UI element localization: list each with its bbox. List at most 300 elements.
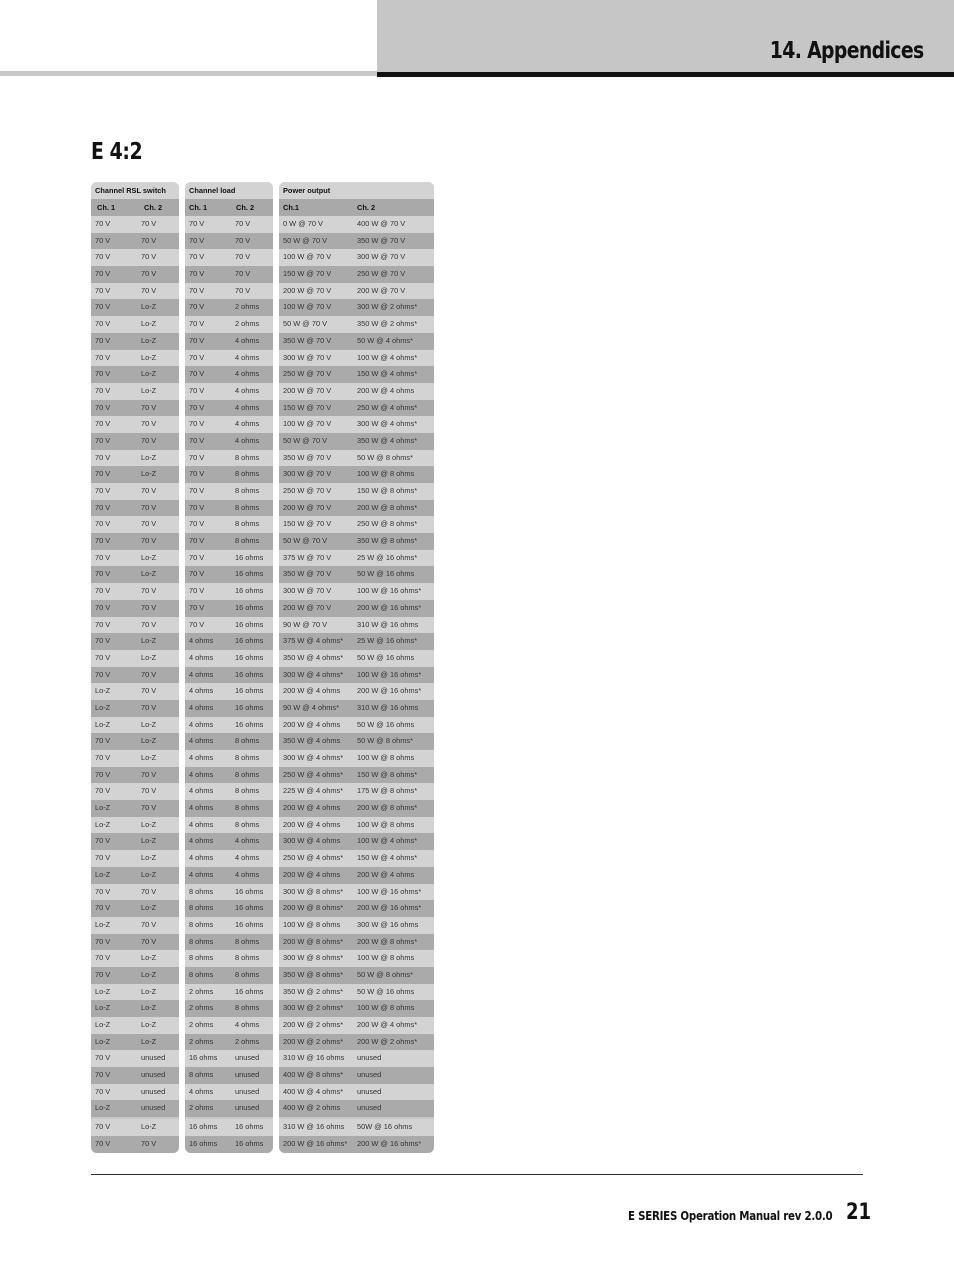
power-ch1-cell: 350 W @ 70 V — [283, 452, 332, 462]
rsl-ch2-cell: 70 V — [141, 252, 157, 262]
rsl-ch2-cell: 70 V — [141, 686, 157, 696]
load-ch1-cell: 2 ohms — [189, 1103, 214, 1113]
table-row — [279, 333, 434, 350]
power-ch1-cell: 200 W @ 70 V — [283, 502, 332, 512]
load-ch2-cell: 8 ohms — [235, 519, 260, 529]
rsl-ch1-cell: Lo-Z — [95, 819, 111, 829]
rsl-ch1-cell: Lo-Z — [95, 1103, 111, 1113]
table-row — [91, 350, 179, 367]
table-row — [279, 500, 434, 517]
load-ch1-cell: 70 V — [189, 536, 205, 546]
rsl-ch1-cell: 70 V — [95, 385, 111, 395]
load-ch1-cell: 2 ohms — [189, 1036, 214, 1046]
table-row — [185, 717, 273, 734]
power-ch2-cell: 150 W @ 4 ohms* — [357, 369, 418, 379]
power-ch1-cell: 100 W @ 8 ohms — [283, 919, 341, 929]
rsl-ch1-cell: 70 V — [95, 969, 111, 979]
table-row — [279, 1067, 434, 1084]
table-row — [185, 767, 273, 784]
rsl-ch2-cell: unused — [141, 1070, 166, 1080]
load-ch1-cell: 4 ohms — [189, 702, 214, 712]
power-ch1-cell: 350 W @ 70 V — [283, 569, 332, 579]
table-row — [91, 800, 179, 817]
table-row — [279, 249, 434, 266]
power-rows — [279, 216, 434, 1153]
table-row — [185, 1100, 273, 1117]
power-ch2-cell: 200 W @ 4 ohms — [357, 385, 415, 395]
rsl-ch1-cell: Lo-Z — [95, 1003, 111, 1013]
rsl-ch2-cell: 70 V — [141, 886, 157, 896]
table-row — [279, 950, 434, 967]
table-row — [91, 316, 179, 333]
load-ch2-cell: 4 ohms — [235, 385, 260, 395]
load-ch1-cell: 4 ohms — [189, 803, 214, 813]
power-ch2-cell: 250 W @ 8 ohms* — [357, 519, 418, 529]
load-ch1-cell: 70 V — [189, 435, 205, 445]
manual-title: E SERIES Operation Manual rev 2.0.0 — [628, 1208, 833, 1223]
table-row — [185, 984, 273, 1001]
page-number: 21 — [846, 1200, 872, 1225]
table-row — [279, 850, 434, 867]
table-row — [279, 450, 434, 467]
power-ch1-cell: 300 W @ 8 ohms* — [283, 886, 344, 896]
table-row — [279, 984, 434, 1001]
load-ch2-cell: 16 ohms — [235, 903, 264, 913]
power-ch2-cell: 400 W @ 70 V — [357, 219, 406, 228]
rsl-ch1-cell: 70 V — [95, 502, 111, 512]
table-row — [185, 483, 273, 500]
power-ch2-header: Ch. 2 — [357, 203, 376, 212]
rsl-ch1-cell: 70 V — [95, 486, 111, 495]
rsl-subheader-row — [91, 199, 179, 216]
rsl-ch2-cell: 70 V — [141, 1138, 157, 1148]
power-ch1-cell: 100 W @ 70 V — [283, 302, 332, 312]
rsl-ch2-cell: Lo-Z — [141, 753, 157, 762]
rsl-ch1-cell: Lo-Z — [95, 702, 111, 712]
load-ch2-cell: 8 ohms — [235, 936, 260, 946]
power-ch1-cell: 50 W @ 70 V — [283, 435, 328, 445]
rsl-rows — [91, 216, 179, 1153]
load-ch1-cell: 4 ohms — [189, 652, 214, 662]
table-row — [279, 800, 434, 817]
power-ch1-cell: 100 W @ 70 V — [283, 419, 332, 429]
rsl-ch2-cell: Lo-Z — [141, 903, 157, 913]
load-ch2-cell: 4 ohms — [235, 853, 260, 863]
load-ch2-cell: 16 ohms — [235, 702, 264, 712]
table-row — [185, 566, 273, 583]
load-ch1-cell: 70 V — [189, 519, 205, 529]
table-row — [185, 917, 273, 934]
load-ch2-cell: 8 ohms — [235, 803, 260, 813]
rsl-ch1-cell: 70 V — [95, 953, 111, 963]
power-ch1-cell: 200 W @ 4 ohms — [283, 819, 341, 829]
table-row — [91, 216, 179, 233]
table-row — [185, 350, 273, 367]
table-row — [91, 266, 179, 283]
table-row — [279, 717, 434, 734]
load-ch1-cell: 4 ohms — [189, 753, 214, 762]
power-ch2-cell: 50 W @ 16 ohms — [357, 652, 415, 662]
power-ch2-cell: 50 W @ 16 ohms — [357, 569, 415, 579]
load-ch2-cell: 2 ohms — [235, 1036, 260, 1046]
load-ch1-cell: 70 V — [189, 452, 205, 462]
table-row — [185, 1017, 273, 1034]
rsl-ch2-cell: Lo-Z — [141, 869, 157, 879]
table-row — [185, 817, 273, 834]
rsl-ch1-cell: Lo-Z — [95, 719, 111, 729]
power-ch1-cell: 310 W @ 16 ohms — [283, 1122, 345, 1132]
table-row — [91, 833, 179, 850]
rsl-ch2-cell: 70 V — [141, 803, 157, 813]
power-ch1-cell: 350 W @ 2 ohms* — [283, 986, 344, 996]
table-row — [185, 233, 273, 250]
rsl-ch2-cell: Lo-Z — [141, 819, 157, 829]
rsl-ch2-cell: 70 V — [141, 219, 157, 228]
power-ch1-header: Ch.1 — [283, 203, 300, 212]
table-row — [91, 400, 179, 417]
load-ch2-cell: 16 ohms — [235, 886, 264, 896]
table-row — [279, 233, 434, 250]
rsl-ch2-cell: Lo-Z — [141, 986, 157, 996]
table-row — [279, 783, 434, 800]
rsl-ch1-cell: 70 V — [95, 402, 111, 412]
rsl-ch1-cell: Lo-Z — [95, 869, 111, 879]
table-row — [91, 700, 179, 717]
table-row — [91, 650, 179, 667]
load-ch1-header: Ch. 1 — [189, 203, 208, 212]
load-ch1-cell: 4 ohms — [189, 669, 214, 679]
load-ch2-cell: 8 ohms — [235, 786, 260, 796]
table-row — [185, 333, 273, 350]
rsl-ch1-cell: 70 V — [95, 252, 111, 262]
load-ch2-cell: 2 ohms — [235, 302, 260, 312]
load-ch2-cell: 8 ohms — [235, 753, 260, 762]
power-ch1-cell: 200 W @ 16 ohms* — [283, 1138, 348, 1148]
power-ch2-cell: 50 W @ 8 ohms* — [357, 969, 413, 979]
table-row — [185, 1067, 273, 1084]
table-row — [185, 650, 273, 667]
power-ch2-cell: 100 W @ 8 ohms — [357, 753, 415, 762]
rsl-ch2-cell: 70 V — [141, 285, 157, 295]
rsl-ch1-cell: 70 V — [95, 669, 111, 679]
rsl-ch1-cell: 70 V — [95, 352, 111, 362]
table-row — [185, 733, 273, 750]
power-ch2-cell: 100 W @ 8 ohms — [357, 469, 415, 479]
load-ch2-cell: 16 ohms — [235, 569, 264, 579]
table-row — [91, 683, 179, 700]
header-left-rule — [0, 71, 377, 76]
rsl-ch2-cell: 70 V — [141, 702, 157, 712]
rsl-ch2-cell: unused — [141, 1103, 166, 1113]
power-ch2-cell: 50 W @ 16 ohms — [357, 719, 415, 729]
power-ch2-cell: 310 W @ 16 ohms — [357, 619, 419, 629]
rsl-ch2-cell: 70 V — [141, 502, 157, 512]
load-ch1-cell: 70 V — [189, 469, 205, 479]
table-row — [91, 1017, 179, 1034]
power-ch1-cell: 250 W @ 4 ohms* — [283, 769, 344, 779]
power-ch2-cell: 250 W @ 4 ohms* — [357, 402, 418, 412]
table-row — [185, 1050, 273, 1067]
rsl-ch1-cell: 70 V — [95, 519, 111, 529]
power-ch1-cell: 90 W @ 70 V — [283, 619, 328, 629]
power-ch2-cell: 100 W @ 16 ohms* — [357, 886, 422, 896]
load-ch1-cell: 70 V — [189, 502, 205, 512]
table-row — [279, 266, 434, 283]
rsl-ch2-cell: 70 V — [141, 419, 157, 429]
rsl-ch2-cell: Lo-Z — [141, 369, 157, 379]
table-row — [279, 566, 434, 583]
table-row — [279, 466, 434, 483]
power-ch2-cell: 25 W @ 16 ohms* — [357, 636, 418, 646]
table-row — [185, 550, 273, 567]
load-ch2-cell: 4 ohms — [235, 419, 260, 429]
rsl-ch1-cell: 70 V — [95, 753, 111, 762]
rsl-ch1-cell: Lo-Z — [95, 803, 111, 813]
rsl-ch2-cell: Lo-Z — [141, 352, 157, 362]
power-ch1-cell: 150 W @ 70 V — [283, 269, 332, 279]
table-row — [279, 633, 434, 650]
table-row — [185, 433, 273, 450]
power-ch1-cell: 400 W @ 2 ohms — [283, 1103, 341, 1113]
power-ch2-cell: 300 W @ 2 ohms* — [357, 302, 418, 312]
load-ch1-cell: 70 V — [189, 235, 205, 245]
load-ch1-cell: 4 ohms — [189, 836, 214, 846]
power-ch2-cell: 300 W @ 70 V — [357, 252, 406, 262]
table-row — [185, 450, 273, 467]
power-ch2-cell: 310 W @ 16 ohms — [357, 702, 419, 712]
table-row — [279, 516, 434, 533]
power-ch2-cell: 100 W @ 8 ohms — [357, 953, 415, 963]
load-ch1-cell: 16 ohms — [189, 1053, 218, 1063]
power-ch1-cell: 375 W @ 4 ohms* — [283, 636, 344, 646]
rsl-ch1-cell: 70 V — [95, 786, 111, 796]
rsl-ch2-cell: Lo-Z — [141, 1003, 157, 1013]
table-row — [279, 667, 434, 684]
load-ch2-cell: 8 ohms — [235, 1003, 260, 1013]
rsl-ch2-cell: Lo-Z — [141, 469, 157, 479]
power-ch2-cell: 175 W @ 8 ohms* — [357, 786, 418, 796]
load-ch1-cell: 70 V — [189, 285, 205, 295]
rsl-ch1-cell: 70 V — [95, 769, 111, 779]
table-row — [279, 900, 434, 917]
table-row — [279, 683, 434, 700]
table-row — [279, 934, 434, 951]
table-row — [185, 833, 273, 850]
load-rows — [185, 216, 273, 1153]
load-ch2-cell: 4 ohms — [235, 869, 260, 879]
load-ch1-cell: 70 V — [189, 419, 205, 429]
power-ch2-cell: 50W @ 16 ohms — [357, 1122, 413, 1132]
power-ch1-cell: 200 W @ 4 ohms — [283, 686, 341, 696]
table-row — [91, 617, 179, 634]
rsl-ch1-cell: 70 V — [95, 469, 111, 479]
table-row — [185, 299, 273, 316]
load-ch1-cell: 70 V — [189, 486, 205, 495]
power-ch1-cell: 350 W @ 70 V — [283, 335, 332, 345]
table-row — [279, 299, 434, 316]
load-ch1-cell: 4 ohms — [189, 686, 214, 696]
load-ch2-cell: 8 ohms — [235, 536, 260, 546]
rsl-ch2-cell: Lo-Z — [141, 452, 157, 462]
power-ch2-cell: unused — [357, 1070, 382, 1080]
rsl-ch2-cell: 70 V — [141, 269, 157, 279]
table-row — [91, 1000, 179, 1017]
load-ch2-cell: 16 ohms — [235, 552, 264, 562]
table-row — [91, 783, 179, 800]
table-row — [91, 717, 179, 734]
rsl-ch1-cell: 70 V — [95, 552, 111, 562]
table-row — [91, 466, 179, 483]
load-subheader-row — [185, 199, 273, 216]
table-row — [91, 249, 179, 266]
rsl-ch1-cell: 70 V — [95, 619, 111, 629]
table-row — [91, 817, 179, 834]
rsl-ch2-cell: Lo-Z — [141, 1020, 157, 1029]
power-ch1-cell: 300 W @ 70 V — [283, 352, 332, 362]
load-ch2-cell: 16 ohms — [235, 1122, 264, 1132]
table-row — [185, 633, 273, 650]
load-ch2-cell: 70 V — [235, 269, 251, 279]
load-ch1-cell: 70 V — [189, 352, 205, 362]
load-ch2-cell: 4 ohms — [235, 335, 260, 345]
power-ch2-cell: 200 W @ 16 ohms* — [357, 686, 422, 696]
load-ch2-cell: 4 ohms — [235, 369, 260, 379]
load-ch2-cell: 70 V — [235, 252, 251, 262]
table-row — [91, 967, 179, 984]
table-row — [91, 566, 179, 583]
table-row — [91, 633, 179, 650]
load-ch2-cell: 70 V — [235, 219, 251, 228]
rsl-ch1-cell: 70 V — [95, 853, 111, 863]
load-ch1-cell: 8 ohms — [189, 919, 214, 929]
table-row — [279, 366, 434, 383]
power-output-group — [279, 182, 434, 1153]
load-ch2-cell: 16 ohms — [235, 619, 264, 629]
rsl-ch2-cell: 70 V — [141, 619, 157, 629]
power-ch1-cell: 350 W @ 8 ohms* — [283, 969, 344, 979]
power-subheader-row — [279, 199, 434, 216]
rsl-ch2-cell: Lo-Z — [141, 1036, 157, 1046]
load-ch1-cell: 4 ohms — [189, 1086, 214, 1096]
table-row — [279, 283, 434, 300]
power-ch1-cell: 300 W @ 70 V — [283, 469, 332, 479]
load-ch1-cell: 70 V — [189, 319, 205, 329]
power-ch1-cell: 200 W @ 2 ohms* — [283, 1036, 344, 1046]
power-ch1-cell: 200 W @ 70 V — [283, 602, 332, 612]
load-ch2-cell: 8 ohms — [235, 769, 260, 779]
power-ch2-cell: 100 W @ 8 ohms — [357, 1003, 415, 1013]
table-row — [91, 1119, 179, 1136]
chapter-title: 14. Appendices — [770, 38, 924, 64]
load-ch2-cell: 8 ohms — [235, 819, 260, 829]
load-ch1-cell: 2 ohms — [189, 1003, 214, 1013]
rsl-ch1-cell: 70 V — [95, 419, 111, 429]
table-row — [279, 533, 434, 550]
rsl-ch1-cell: 70 V — [95, 1086, 111, 1096]
load-ch2-cell: unused — [235, 1103, 260, 1113]
table-row — [279, 767, 434, 784]
rsl-switch-group — [91, 182, 179, 1153]
load-ch2-cell: 70 V — [235, 235, 251, 245]
power-ch1-cell: 300 W @ 2 ohms* — [283, 1003, 344, 1013]
table-row — [185, 800, 273, 817]
rsl-ch2-cell: 70 V — [141, 936, 157, 946]
table-row — [91, 600, 179, 617]
table-row — [185, 400, 273, 417]
power-ch2-cell: 200 W @ 8 ohms* — [357, 502, 418, 512]
load-ch2-cell: 2 ohms — [235, 319, 260, 329]
power-ch2-cell: 350 W @ 70 V — [357, 235, 406, 245]
table-row — [185, 1136, 273, 1153]
power-ch1-cell: 350 W @ 4 ohms — [283, 736, 341, 746]
load-ch1-cell: 16 ohms — [189, 1122, 218, 1132]
power-ch1-cell: 200 W @ 8 ohms* — [283, 936, 344, 946]
table-row — [279, 350, 434, 367]
load-ch1-cell: 70 V — [189, 602, 205, 612]
table-row — [91, 733, 179, 750]
rsl-ch2-cell: Lo-Z — [141, 302, 157, 312]
table-row — [279, 700, 434, 717]
rsl-ch1-cell: 70 V — [95, 435, 111, 445]
table-row — [91, 516, 179, 533]
load-ch1-cell: 70 V — [189, 252, 205, 262]
power-ch2-cell: 50 W @ 4 ohms* — [357, 335, 413, 345]
table-row — [185, 683, 273, 700]
power-ch1-cell: 200 W @ 70 V — [283, 285, 332, 295]
power-ch1-cell: 300 W @ 4 ohms* — [283, 753, 344, 762]
load-ch1-cell: 70 V — [189, 302, 205, 312]
rsl-ch1-cell: Lo-Z — [95, 1036, 111, 1046]
rsl-ch1-cell: 70 V — [95, 569, 111, 579]
table-row — [91, 500, 179, 517]
load-ch2-cell: 8 ohms — [235, 969, 260, 979]
power-ch2-cell: 150 W @ 4 ohms* — [357, 853, 418, 863]
power-ch2-cell: 200 W @ 4 ohms — [357, 869, 415, 879]
table-row — [91, 950, 179, 967]
table-row — [279, 1034, 434, 1051]
table-row — [185, 216, 273, 233]
power-ch2-cell: 200 W @ 8 ohms* — [357, 803, 418, 813]
load-ch2-cell: 4 ohms — [235, 352, 260, 362]
rsl-ch1-cell: 70 V — [95, 1053, 111, 1063]
load-ch1-cell: 70 V — [189, 385, 205, 395]
rsl-ch2-cell: Lo-Z — [141, 652, 157, 662]
rsl-ch2-cell: Lo-Z — [141, 569, 157, 579]
table-row — [185, 700, 273, 717]
table-row — [185, 867, 273, 884]
table-row — [91, 416, 179, 433]
load-ch1-cell: 8 ohms — [189, 886, 214, 896]
rsl-ch1-cell: 70 V — [95, 586, 111, 596]
rsl-ch2-cell: Lo-Z — [141, 1122, 157, 1132]
rsl-ch1-cell: Lo-Z — [95, 986, 111, 996]
rsl-ch1-cell: 70 V — [95, 269, 111, 279]
load-ch2-cell: 8 ohms — [235, 953, 260, 963]
load-ch2-cell: 16 ohms — [235, 586, 264, 596]
table-row — [279, 483, 434, 500]
table-row — [279, 967, 434, 984]
load-ch2-cell: 16 ohms — [235, 986, 264, 996]
rsl-ch2-cell: 70 V — [141, 586, 157, 596]
load-ch1-cell: 4 ohms — [189, 636, 214, 646]
table-row — [91, 483, 179, 500]
channel-load-group — [185, 182, 273, 1153]
load-ch1-cell: 8 ohms — [189, 903, 214, 913]
table-row — [279, 817, 434, 834]
power-ch1-cell: 150 W @ 70 V — [283, 519, 332, 529]
load-ch2-cell: 8 ohms — [235, 486, 260, 495]
power-ch2-cell: 100 W @ 8 ohms — [357, 819, 415, 829]
